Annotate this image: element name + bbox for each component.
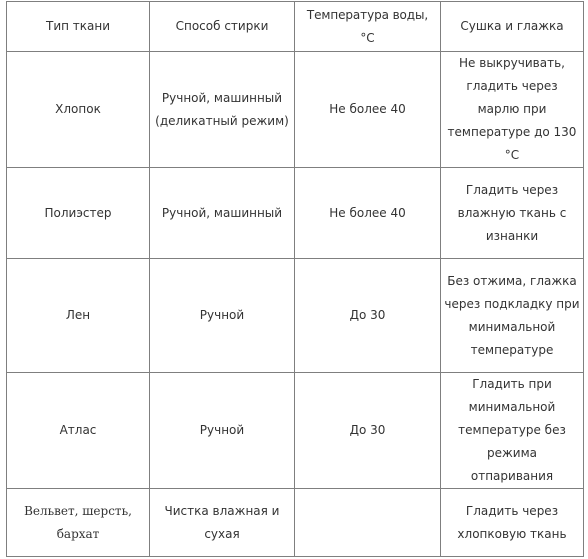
table-row [7, 52, 584, 168]
header-drying-ironing: Сушка и глажка [441, 2, 584, 52]
cell-temperature: Не более 40 [295, 168, 441, 259]
cell-temperature [295, 489, 441, 557]
cell-wash: Ручной, машинный [150, 168, 295, 259]
cell-wash: Ручной [150, 259, 295, 373]
cell-care: Без отжима, глажка через подкладку при минимальной температуре [441, 259, 584, 373]
table-row [7, 168, 584, 259]
cell-fabric: Вельвет, шерсть, бархат [7, 489, 150, 557]
header-water-temperature: Температура воды, °С [295, 2, 441, 52]
cell-wash: Ручной, машинный (деликатный режим) [150, 52, 295, 168]
cell-temperature: До 30 [295, 373, 441, 489]
cell-fabric: Атлас [7, 373, 150, 489]
fabric-care-table [6, 1, 584, 557]
header-wash-method: Способ стирки [150, 2, 295, 52]
cell-fabric: Лен [7, 259, 150, 373]
cell-care: Гладить через хлопковую ткань [441, 489, 584, 557]
cell-fabric: Полиэстер [7, 168, 150, 259]
table-row [7, 259, 584, 373]
cell-temperature: Не более 40 [295, 52, 441, 168]
cell-care: Гладить при минимальной температуре без режима отпаривания [441, 373, 584, 489]
cell-wash: Чистка влажная и сухая [150, 489, 295, 557]
cell-care: Не выкручивать, гладить через марлю при температуре до 130 °С [441, 52, 584, 168]
cell-temperature: До 30 [295, 259, 441, 373]
table-header-row [7, 2, 584, 52]
table-row [7, 489, 584, 557]
table-row [7, 373, 584, 489]
header-fabric-type: Тип ткани [7, 2, 150, 52]
cell-fabric: Хлопок [7, 52, 150, 168]
cell-wash: Ручной [150, 373, 295, 489]
cell-care: Гладить через влажную ткань с изнанки [441, 168, 584, 259]
